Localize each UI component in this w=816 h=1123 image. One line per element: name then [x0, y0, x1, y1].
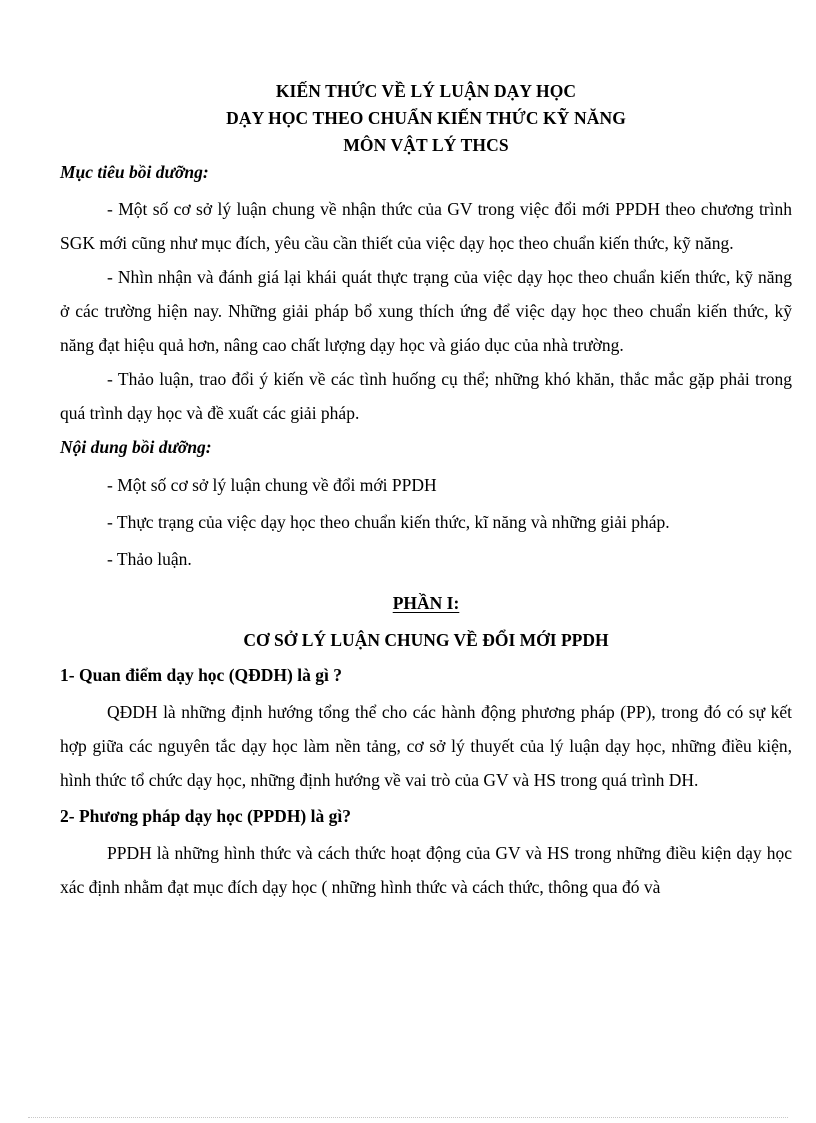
question-1-heading: 1- Quan điểm dạy học (QĐDH) là gì ?: [60, 665, 342, 685]
objectives-paragraph-1: - Một số cơ sở lý luận chung về nhận thức của GV trong việc đổi mới PPDH theo chương trình SGK mới cũng như mục đích, yêu cầu cần thiết của việc dạy học theo chuẩn kiến thức, kỹ năng.: [60, 199, 792, 253]
objectives-paragraph-2: - Nhìn nhận và đánh giá lại khái quát thực trạng của việc dạy học theo chuẩn kiến thức, kỹ năng ở các trường hiện nay. Những giải pháp bổ xung thích ứng để việc dạy học theo chuẩn kiến thức, kỹ năng đạt hiệu quả hơn, nâng cao chất lượng dạy học và giáo dục của nhà trường.: [60, 267, 792, 355]
document-title-line-1: KIẾN THỨC VỀ LÝ LUẬN DẠY HỌC: [275, 81, 577, 101]
part-label: [60, 590, 792, 617]
question-2-heading: 2- Phương pháp dạy học (PPDH) là gì?: [60, 806, 351, 826]
objectives-paragraph-3: - Thảo luận, trao đổi ý kiến về các tình huống cụ thể; những khó khăn, thắc mắc gặp phải trong quá trình dạy học và đề xuất các giải pháp.: [60, 369, 792, 423]
content-item-2: - Thực trạng của việc dạy học theo chuẩn kiến thức, kĩ năng và những giải pháp.: [107, 512, 670, 532]
document-page: [60, 78, 792, 904]
objectives-heading: Mục tiêu bồi dưỡng:: [60, 162, 209, 182]
page-bottom-rule: [28, 1117, 788, 1118]
question-1-paragraph: QĐDH là những định hướng tổng thể cho các hành động phương pháp (PP), trong đó có sự kết hợp giữa các nguyên tắc dạy học làm nền tảng, cơ sở lý thuyết của lý luận dạy học, những điều kiện, hình thức tổ chức dạy học, những định hướng về vai trò của GV và HS trong quá trình DH.: [60, 702, 792, 790]
content-heading: Nội dung bồi dưỡng:: [60, 437, 212, 457]
content-item-1: - Một số cơ sở lý luận chung về đổi mới PPDH: [107, 475, 437, 495]
document-title-line-2: DẠY HỌC THEO CHUẨN KIẾN THỨC KỸ NĂNG: [226, 108, 626, 128]
document-title-line-3: MÔN VẬT LÝ THCS: [343, 135, 509, 155]
content-item-3: - Thảo luận.: [107, 549, 192, 569]
part-label-text: PHẦN I:: [392, 593, 460, 613]
part-title: CƠ SỞ LÝ LUẬN CHUNG VỀ ĐỔI MỚI PPDH: [243, 630, 609, 650]
question-2-paragraph: PPDH là những hình thức và cách thức hoạt động của GV và HS trong những điều kiện dạy học xác định nhằm đạt mục đích dạy học ( những hình thức và cách thức, thông qua đó và: [60, 843, 792, 897]
